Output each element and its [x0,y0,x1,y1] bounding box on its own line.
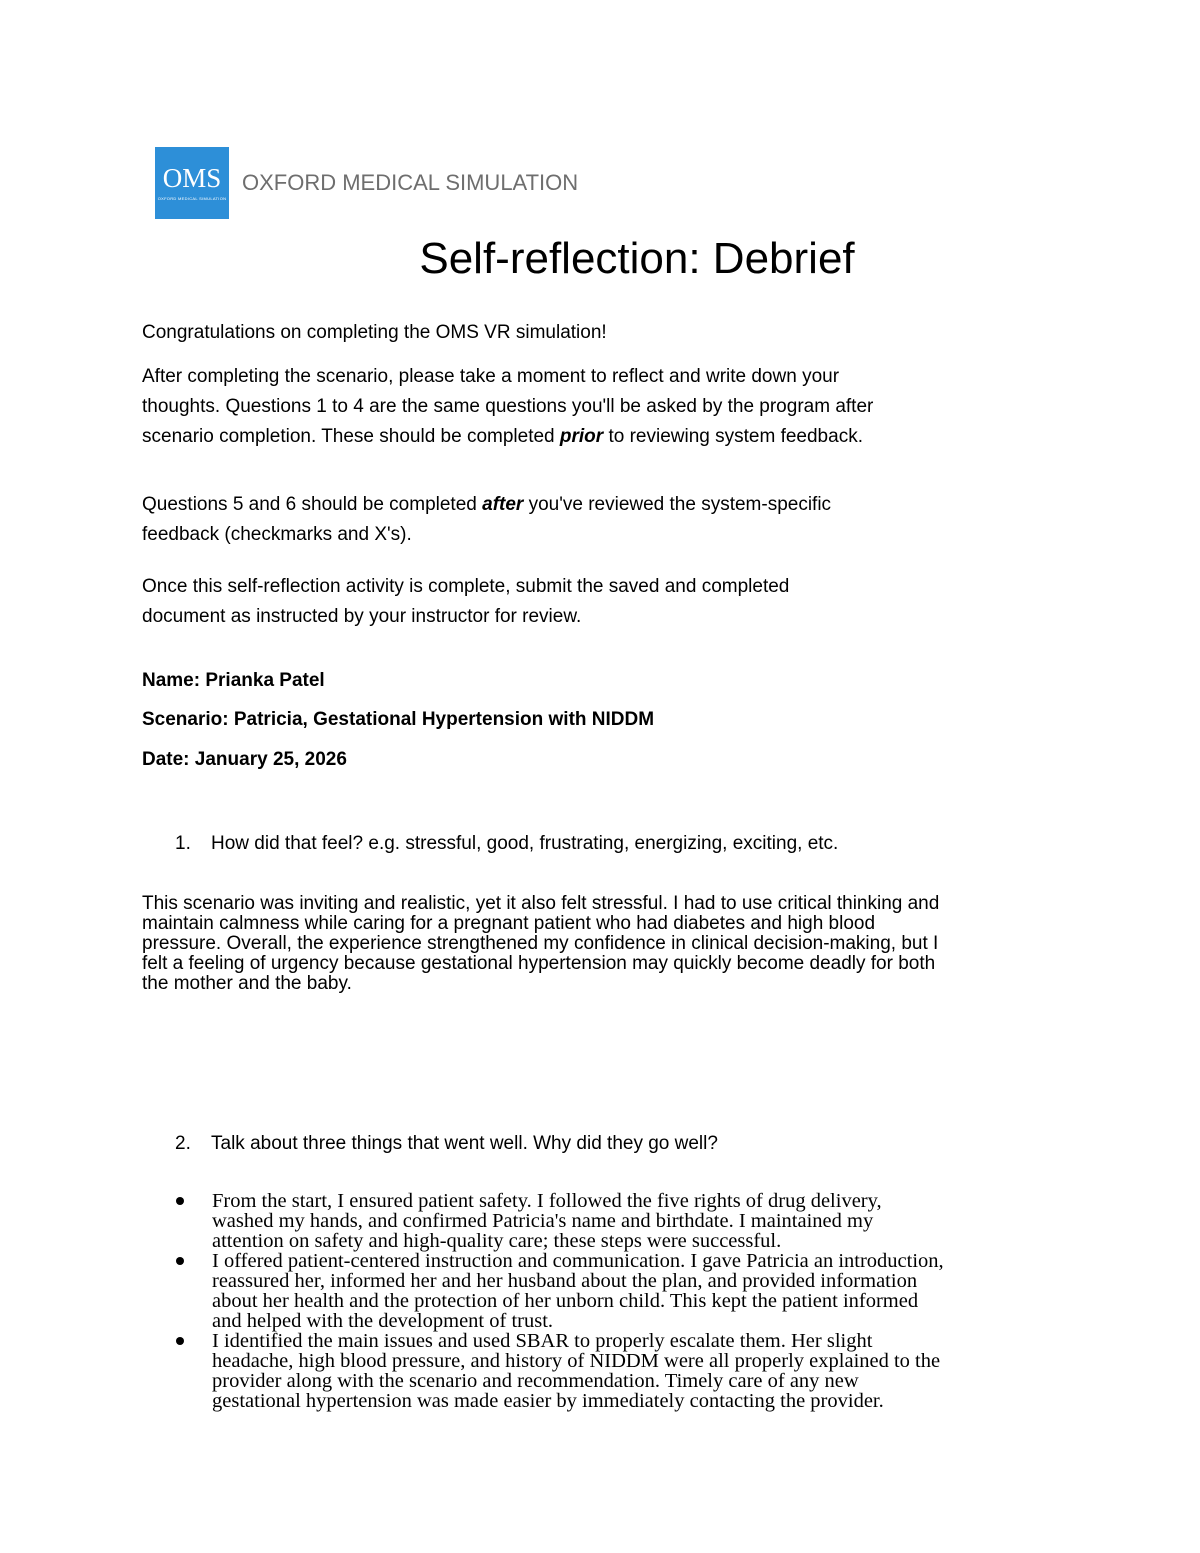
intro-paragraph-1 [142,362,1002,452]
list-item-line: attention on safety and high-quality care; these steps were successful. [212,1230,782,1252]
list-item-line: I offered patient-centered instruction and communication. I gave Patricia an introduction, [212,1250,944,1272]
oms-logo-mark [155,147,229,219]
intro-p1-line3 [142,422,1002,452]
intro-p2-line2: feedback (checkmarks and X's). [142,524,412,545]
answer-1-line: This scenario was inviting and realistic, yet it also felt stressful. I had to use critical thinking and [142,893,940,914]
question-2-text: Talk about three things that went well. Why did they go well? [211,1133,718,1154]
list-item-line: washed my hands, and confirmed Patricia's name and birthdate. I maintained my [212,1210,874,1232]
bullet-icon [176,1257,184,1265]
list-item-line: From the start, I ensured patient safety. I followed the five rights of drug delivery, [212,1190,882,1212]
intro-p2-line1 [142,490,1002,520]
submission-date: Date: January 25, 2026 [142,749,347,770]
question-2 [175,1129,1075,1159]
logo-sub: OXFORD MEDICAL SIMULATION [157,196,227,201]
logo-abbr: OMS [162,163,222,193]
intro-p1-line2: thoughts. Questions 1 to 4 are the same questions you'll be asked by the program after [142,396,874,417]
answer-2-list [176,1191,1056,1411]
logo-name: OXFORD MEDICAL SIMULATION [242,170,579,195]
page-title: Self-reflection: Debrief [419,234,855,283]
question-1 [175,829,1075,859]
list-item [176,1251,1056,1331]
list-item-line: provider along with the scenario and recommendation. Timely care of any new [212,1370,859,1392]
list-item-line: and helped with the development of trust. [212,1310,554,1332]
intro-p3-line1: Once this self-reflection activity is complete, submit the saved and completed [142,576,790,597]
question-1-text: How did that feel? e.g. stressful, good, frustrating, energizing, exciting, etc. [211,833,839,854]
intro-p3-line2: document as instructed by your instructor for review. [142,606,582,627]
oms-logo [155,147,578,219]
list-item-line: reassured her, informed her and her husband about the plan, and provided information [212,1270,918,1292]
answer-1-line: the mother and the baby. [142,973,352,994]
intro-paragraph-3 [142,572,1002,632]
list-item [176,1191,1056,1251]
intro-p2-line1-pre: Questions 5 and 6 should be completed [142,494,483,515]
bullet-icon [176,1337,184,1345]
intro-congrats: Congratulations on completing the OMS VR simulation! [142,322,607,343]
question-2-number: 2. [175,1133,191,1154]
question-1-number: 1. [175,833,191,854]
intro-paragraph-2 [142,490,1002,550]
intro-p2-line1-post: you've reviewed the system-specific [523,494,832,515]
answer-1 [142,894,1057,994]
answer-1-line: maintain calmness while caring for a pregnant patient who had diabetes and high blood [142,913,876,934]
intro-p1-line3-pre: scenario completion. These should be completed [142,426,560,447]
bullet-icon [176,1197,184,1205]
scenario-name: Scenario: Patricia, Gestational Hypertension with NIDDM [142,709,655,730]
intro-p1-line1: After completing the scenario, please take a moment to reflect and write down your [142,366,840,387]
list-item-line: I identified the main issues and used SBAR to properly escalate them. Her slight [212,1330,873,1352]
intro-p1-line3-post: to reviewing system feedback. [603,426,863,447]
intro-p2-emphasis: after [482,494,524,515]
list-item-line: gestational hypertension was made easier by immediately contacting the provider. [212,1390,884,1412]
list-item [176,1331,1056,1411]
intro-p1-emphasis: prior [559,426,604,447]
answer-1-line: pressure. Overall, the experience strengthened my confidence in clinical decision-making, but I [142,933,939,954]
list-item-line: about her health and the protection of her unborn child. This kept the patient informed [212,1290,919,1312]
student-name: Name: Prianka Patel [142,670,325,691]
answer-1-line: felt a feeling of urgency because gestational hypertension may quickly become deadly for both [142,953,936,974]
list-item-line: headache, high blood pressure, and history of NIDDM were all properly explained to the [212,1350,941,1372]
